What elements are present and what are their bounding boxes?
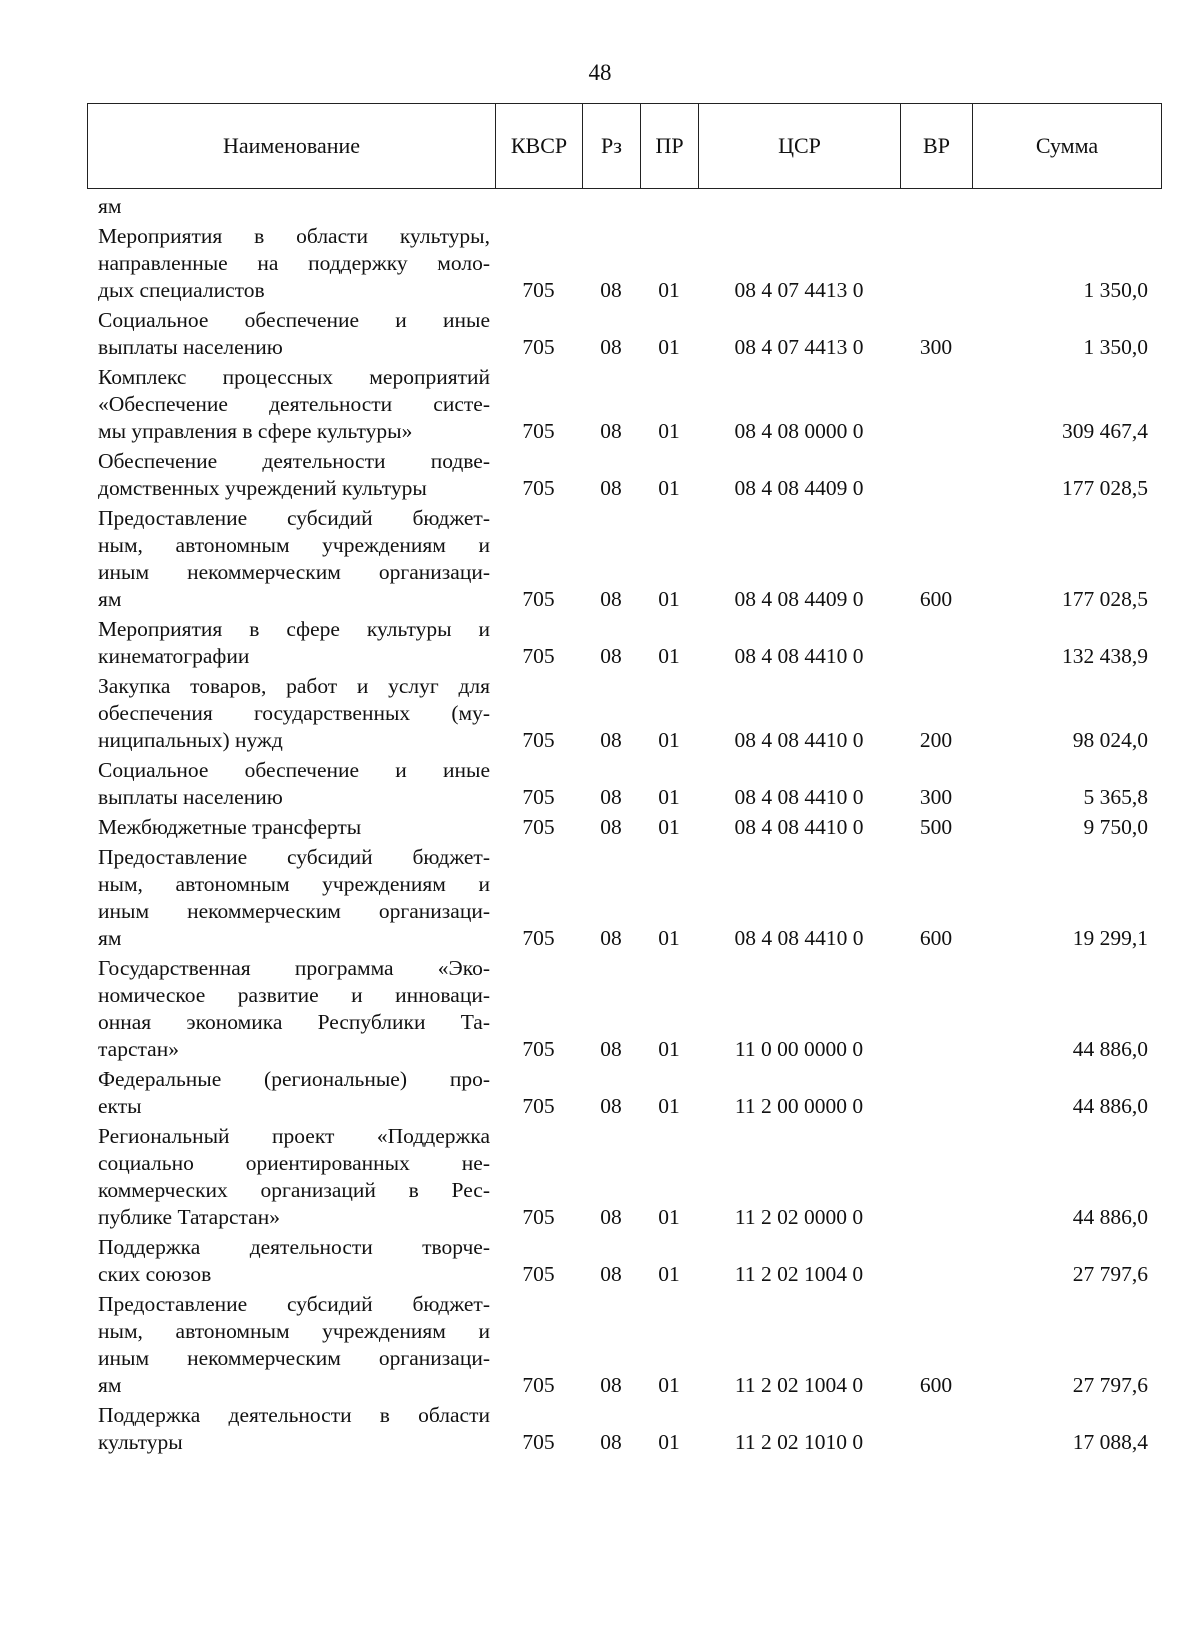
row-name xyxy=(98,1291,490,1399)
row-pr: 01 xyxy=(658,926,680,950)
row-rz: 08 xyxy=(600,1037,622,1061)
row-name xyxy=(98,844,490,952)
table-row xyxy=(87,223,1162,304)
row-name-line: Федеральные (региональные) про- xyxy=(98,1067,490,1091)
table-row xyxy=(87,307,1162,361)
row-pr: 01 xyxy=(658,785,680,809)
row-name-line: Предоставление субсидий бюджет- xyxy=(98,845,490,869)
row-name-line: ным, автономным учреждениям и xyxy=(98,533,490,557)
row-name-line: мы управления в сфере культуры» xyxy=(98,419,413,443)
row-kvsr: 705 xyxy=(522,1037,555,1061)
row-pr: 01 xyxy=(658,1205,680,1229)
row-kvsr: 705 xyxy=(522,278,555,302)
row-rz: 08 xyxy=(600,926,622,950)
row-name-line: иным некоммерческим организаци- xyxy=(98,560,490,584)
row-pr: 01 xyxy=(658,278,680,302)
row-sum: 177 028,5 xyxy=(1062,476,1148,500)
table-row xyxy=(87,844,1162,952)
row-pr: 01 xyxy=(658,1262,680,1286)
header-vr: ВР xyxy=(901,104,973,188)
row-rz: 08 xyxy=(600,1094,622,1118)
row-rz: 08 xyxy=(600,419,622,443)
row-rz: 08 xyxy=(600,1205,622,1229)
row-kvsr: 705 xyxy=(522,1205,555,1229)
row-name-line: дых специалистов xyxy=(98,278,265,302)
row-rz: 08 xyxy=(600,278,622,302)
row-sum: 44 886,0 xyxy=(1072,1037,1148,1061)
row-rz: 08 xyxy=(600,815,622,839)
row-vr: 600 xyxy=(919,587,953,611)
row-csr: 11 2 02 1004 0 xyxy=(734,1373,864,1397)
row-name-line: номическое развитие и инноваци- xyxy=(98,983,490,1007)
row-name-line: ным, автономным учреждениям и xyxy=(98,872,490,896)
table-row xyxy=(87,616,1162,670)
header-sum: Сумма xyxy=(1035,133,1099,158)
row-vr: 500 xyxy=(919,815,953,839)
row-name-line: тарстан» xyxy=(98,1037,179,1061)
header-rz: Рз xyxy=(583,104,641,188)
row-name xyxy=(98,1402,490,1456)
row-csr: 11 0 00 0000 0 xyxy=(734,1037,864,1061)
header-pr: ПР xyxy=(641,104,699,188)
row-name-line: екты xyxy=(98,1094,142,1118)
row-name xyxy=(98,1066,490,1120)
row-name-line: «Обеспечение деятельности систе- xyxy=(98,392,490,416)
table-row xyxy=(87,448,1162,502)
row-kvsr: 705 xyxy=(522,419,555,443)
row-csr: 11 2 02 1004 0 xyxy=(734,1262,864,1286)
row-name-line: Межбюджетные трансферты xyxy=(98,815,362,839)
row-rz: 08 xyxy=(600,1373,622,1397)
table-row xyxy=(87,505,1162,613)
row-name-line: Предоставление субсидий бюджет- xyxy=(98,1292,490,1316)
table-row xyxy=(87,1234,1162,1288)
row-csr: 08 4 08 4410 0 xyxy=(734,728,864,752)
row-name-line: ям xyxy=(98,194,122,218)
row-sum: 132 438,9 xyxy=(1062,644,1148,668)
row-name-line: ям xyxy=(98,926,122,950)
row-kvsr: 705 xyxy=(522,1262,555,1286)
row-kvsr: 705 xyxy=(522,476,555,500)
row-pr: 01 xyxy=(658,644,680,668)
row-name-line: ям xyxy=(98,1373,122,1397)
row-vr: 200 xyxy=(919,728,953,752)
row-rz: 08 xyxy=(600,335,622,359)
row-name xyxy=(98,757,490,811)
row-name xyxy=(98,955,490,1063)
row-name-line: Социальное обеспечение и иные xyxy=(98,758,490,782)
row-rz: 08 xyxy=(600,1430,622,1454)
row-name-line: Комплекс процессных мероприятий xyxy=(98,365,490,389)
table-row xyxy=(87,1402,1162,1456)
header-name: Наименование xyxy=(88,104,496,188)
row-sum: 5 365,8 xyxy=(1083,785,1148,809)
page-number: 48 xyxy=(588,60,612,85)
row-name-line: онная экономика Республики Та- xyxy=(98,1010,490,1034)
row-name-line: коммерческих организаций в Рес- xyxy=(98,1178,490,1202)
row-kvsr: 705 xyxy=(522,728,555,752)
row-csr: 08 4 08 4410 0 xyxy=(734,926,864,950)
row-name-line: Социальное обеспечение и иные xyxy=(98,308,490,332)
row-name-line: выплаты населению xyxy=(98,785,283,809)
table-row xyxy=(87,364,1162,445)
row-csr: 11 2 00 0000 0 xyxy=(734,1094,864,1118)
table-row xyxy=(87,1066,1162,1120)
row-pr: 01 xyxy=(658,587,680,611)
row-rz: 08 xyxy=(600,728,622,752)
row-name xyxy=(98,616,490,670)
row-name-line: Закупка товаров, работ и услуг для xyxy=(98,674,490,698)
row-pr: 01 xyxy=(658,419,680,443)
row-name-line: Мероприятия в сфере культуры и xyxy=(98,617,490,641)
row-name-line: ным, автономным учреждениям и xyxy=(98,1319,490,1343)
row-vr: 600 xyxy=(919,1373,953,1397)
row-name xyxy=(98,307,490,361)
row-pr: 01 xyxy=(658,1430,680,1454)
row-csr: 08 4 08 4410 0 xyxy=(734,785,864,809)
table-row xyxy=(87,193,1162,220)
row-sum: 1 350,0 xyxy=(1083,278,1148,302)
row-name xyxy=(98,1234,490,1288)
row-pr: 01 xyxy=(658,1373,680,1397)
row-csr: 08 4 08 4409 0 xyxy=(734,587,864,611)
table-body xyxy=(87,193,1162,1456)
row-sum: 17 088,4 xyxy=(1072,1430,1148,1454)
row-sum: 27 797,6 xyxy=(1072,1262,1148,1286)
row-pr: 01 xyxy=(658,1094,680,1118)
row-name-line: направленные на поддержку моло- xyxy=(98,251,490,275)
table-row xyxy=(87,1291,1162,1399)
row-vr: 300 xyxy=(919,335,953,359)
row-name-line: Государственная программа «Эко- xyxy=(98,956,490,980)
row-name-line: Обеспечение деятельности подве- xyxy=(98,449,490,473)
row-csr: 08 4 07 4413 0 xyxy=(734,278,864,302)
row-kvsr: 705 xyxy=(522,335,555,359)
row-pr: 01 xyxy=(658,335,680,359)
row-name-line: выплаты населению xyxy=(98,335,283,359)
row-csr: 11 2 02 1010 0 xyxy=(734,1430,864,1454)
row-sum: 19 299,1 xyxy=(1072,926,1148,950)
row-sum: 1 350,0 xyxy=(1083,335,1148,359)
row-name-line: Поддержка деятельности в области xyxy=(98,1403,490,1427)
row-kvsr: 705 xyxy=(522,785,555,809)
row-sum: 44 886,0 xyxy=(1072,1094,1148,1118)
row-sum: 309 467,4 xyxy=(1062,419,1148,443)
row-rz: 08 xyxy=(600,587,622,611)
row-sum: 27 797,6 xyxy=(1072,1373,1148,1397)
row-name-line: публике Татарстан» xyxy=(98,1205,280,1229)
row-name xyxy=(98,448,490,502)
row-sum: 177 028,5 xyxy=(1062,587,1148,611)
row-name-line: Мероприятия в области культуры, xyxy=(98,224,490,248)
table-row xyxy=(87,955,1162,1063)
row-name xyxy=(98,673,490,754)
row-csr: 08 4 08 0000 0 xyxy=(734,419,864,443)
table-row xyxy=(87,673,1162,754)
table-header xyxy=(87,103,1162,189)
row-name xyxy=(98,364,490,445)
row-name xyxy=(98,1123,490,1231)
row-name-line: ниципальных) нужд xyxy=(98,728,283,752)
row-pr: 01 xyxy=(658,728,680,752)
row-name xyxy=(98,193,490,220)
row-csr: 08 4 08 4410 0 xyxy=(734,815,864,839)
row-csr: 08 4 07 4413 0 xyxy=(734,335,864,359)
row-name-line: иным некоммерческим организаци- xyxy=(98,899,490,923)
row-kvsr: 705 xyxy=(522,926,555,950)
header-csr: ЦСР xyxy=(699,104,901,188)
row-kvsr: 705 xyxy=(522,1373,555,1397)
row-name-line: Предоставление субсидий бюджет- xyxy=(98,506,490,530)
row-rz: 08 xyxy=(600,1262,622,1286)
row-kvsr: 705 xyxy=(522,1094,555,1118)
row-name-line: культуры xyxy=(98,1430,183,1454)
row-name-line: Региональный проект «Поддержка xyxy=(98,1124,490,1148)
row-csr: 08 4 08 4410 0 xyxy=(734,644,864,668)
table-row xyxy=(87,814,1162,841)
row-name-line: ских союзов xyxy=(98,1262,212,1286)
row-vr: 300 xyxy=(919,785,953,809)
row-kvsr: 705 xyxy=(522,587,555,611)
row-name-line: социально ориентированных не- xyxy=(98,1151,490,1175)
row-name-line: ям xyxy=(98,587,122,611)
header-kvsr: КВСР xyxy=(496,104,583,188)
row-sum: 98 024,0 xyxy=(1072,728,1148,752)
row-name-line: обеспечения государственных (му- xyxy=(98,701,490,725)
row-name xyxy=(98,814,490,841)
row-kvsr: 705 xyxy=(522,1430,555,1454)
row-sum: 9 750,0 xyxy=(1083,815,1148,839)
table-row xyxy=(87,1123,1162,1231)
row-name xyxy=(98,223,490,304)
row-name-line: иным некоммерческим организаци- xyxy=(98,1346,490,1370)
row-name-line: домственных учреждений культуры xyxy=(98,476,427,500)
row-csr: 08 4 08 4409 0 xyxy=(734,476,864,500)
row-name-line: Поддержка деятельности творче- xyxy=(98,1235,490,1259)
row-rz: 08 xyxy=(600,644,622,668)
row-kvsr: 705 xyxy=(522,644,555,668)
row-csr: 11 2 02 0000 0 xyxy=(734,1205,864,1229)
row-name xyxy=(98,505,490,613)
row-kvsr: 705 xyxy=(522,815,555,839)
row-vr: 600 xyxy=(919,926,953,950)
row-rz: 08 xyxy=(600,476,622,500)
row-rz: 08 xyxy=(600,785,622,809)
table-row xyxy=(87,757,1162,811)
row-pr: 01 xyxy=(658,815,680,839)
row-sum: 44 886,0 xyxy=(1072,1205,1148,1229)
row-pr: 01 xyxy=(658,1037,680,1061)
row-pr: 01 xyxy=(658,476,680,500)
row-name-line: кинематографии xyxy=(98,644,250,668)
